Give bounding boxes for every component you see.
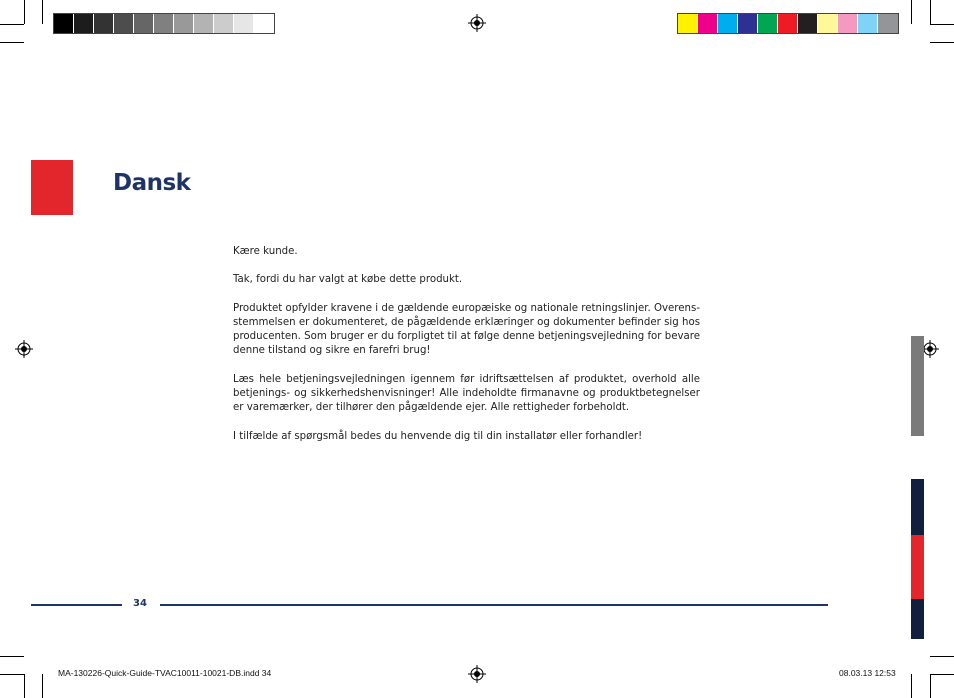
page-number: 34 [133, 598, 147, 609]
gray-swatch [174, 14, 194, 33]
paragraph: Produktet opfylder kravene i de gældende europæiske og nationale retningslinjer. Overensstemmelsen er dokumenteret, de pågældende erklæringer og dokumenter befinder sig hos producenten. Som bruger er du forpligtet til at følge denne betjeningsvejledning for bevare denne tilstand og sikre en farefri brug! [233, 302, 700, 357]
paragraph: I tilfælde af spørgsmål bedes du henvende dig til din installatør eller forhandler! [233, 430, 643, 442]
crop-mark [0, 24, 24, 25]
side-tab-red [911, 535, 924, 599]
salutation: Kære kunde. [233, 246, 298, 257]
gray-swatch [214, 14, 234, 33]
crop-mark [911, 0, 912, 24]
crop-mark [42, 0, 43, 24]
section-color-block [31, 160, 73, 215]
color-swatch [878, 14, 898, 33]
side-tab-navy [911, 479, 924, 535]
page-title: Dansk [113, 170, 191, 196]
crop-mark [930, 24, 954, 25]
side-tab-gray [911, 336, 924, 436]
gray-swatch [74, 14, 94, 33]
crop-mark [930, 42, 954, 43]
print-slug-date: 08.03.13 12:53 [839, 668, 896, 678]
color-swatch [678, 14, 698, 33]
footer-rule [31, 604, 122, 606]
crop-mark [24, 0, 25, 24]
paragraph: Læs hele betjeningsvejledningen igennem før idriftsættelsen af produktet, overhold alle betjenings- og sikkerhedshenvisninger! Alle indeholdte firmanavne og produktbetegnelser er varemærker, der tilhører den pågældende ejer. Alle rettigheder forbeholdt. [233, 373, 700, 414]
color-swatch [758, 14, 778, 33]
color-swatch [738, 14, 758, 33]
color-swatch [798, 14, 818, 33]
gray-swatch [94, 14, 114, 33]
print-slug-file: MA-130226-Quick-Guide-TVAC10011-10021-DB.indd 34 [58, 668, 272, 678]
gray-swatch [234, 14, 254, 33]
registration-target-icon [468, 665, 486, 683]
gray-swatch [154, 14, 174, 33]
crop-mark [930, 656, 954, 657]
color-swatch [858, 14, 878, 33]
color-swatch [778, 14, 798, 33]
crop-mark [0, 674, 24, 675]
paragraph: Tak, fordi du har valgt at købe dette produkt. [233, 274, 463, 286]
color-swatch [838, 14, 858, 33]
crop-mark [0, 42, 24, 43]
crop-mark [911, 674, 912, 698]
registration-target-icon [15, 340, 33, 358]
crop-mark [24, 674, 25, 698]
gray-swatch [54, 14, 74, 33]
crop-mark [930, 0, 931, 24]
crop-mark [0, 656, 24, 657]
crop-mark [930, 674, 931, 698]
crop-mark [930, 674, 954, 675]
gray-swatch [134, 14, 154, 33]
document-body [233, 245, 700, 458]
gray-swatch [194, 14, 214, 33]
footer-rule [160, 604, 828, 606]
side-tab-navy [911, 599, 924, 639]
color-swatch [818, 14, 838, 33]
color-swatch [698, 14, 718, 33]
registration-target-icon [468, 14, 486, 32]
gray-swatch [254, 14, 274, 33]
process-color-bar [677, 13, 899, 34]
crop-mark [42, 674, 43, 698]
grayscale-color-bar [53, 13, 275, 34]
gray-swatch [114, 14, 134, 33]
color-swatch [718, 14, 738, 33]
